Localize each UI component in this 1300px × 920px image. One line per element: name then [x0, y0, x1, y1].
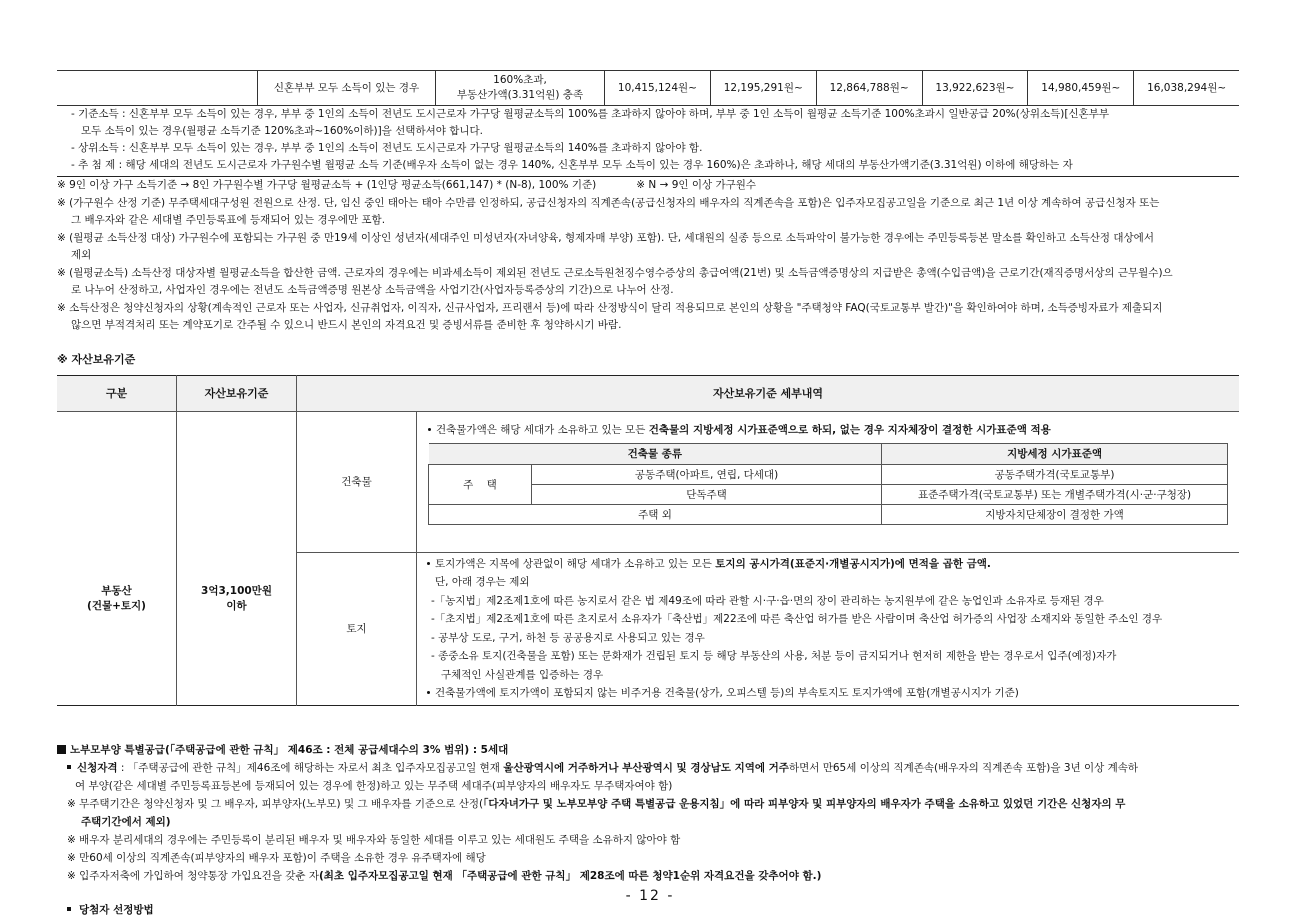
selection-method-heading: 당첨자 선정방법: [57, 901, 1239, 919]
building-detail: 건축물가액은 해당 세대가 소유하고 있는 모든 건축물의 지방세정 시가표준액으로 하되, 없는 경우 지자체장이 결정한 시가표준액 적용 건축물 종류 지방세정 시가표준액 주 택 공동주택(아파트, 연립, 다세대) 공동주택가격(국토교통부) 단독주택 표준주택가격(국토교통부) 또는 개별주택가격(시·군·구청장) 주택 외 지방자치단체장이 결정한 가액: [417, 411, 1240, 552]
bullet-icon: [428, 428, 431, 431]
note-9-person: ※ 9인 이상 가구 소득기준 → 8인 가구원수별 가구당 월평균소득 + (1인당 평균소득(661,147) * (N-8), 100% 기준) ※ N → 9인 이상 가구원수: [57, 179, 757, 191]
qualification: 신청자격 : 「주택공급에 관한 규칙」제46조에 해당하는 자로서 최초 입주자모집공고일 현재 울산광역시에 거주하거나 부산광역시 및 경상남도 지역에 거주하면서 만65세 이상의 직계존속(배우자의 직계존속 포함)을 3년 이상 계속하: [57, 759, 1239, 777]
category-cell: 부동산 (건물+토지): [87, 584, 146, 612]
document-page: [57, 70, 1239, 919]
income-value: 12,195,291원~: [710, 71, 816, 106]
table-row: 단독주택 표준주택가격(국토교통부) 또는 개별주택가격(시·군·구청장): [429, 484, 1228, 504]
asset-table: [57, 375, 1239, 706]
income-value: 12,864,788원~: [816, 71, 922, 106]
note-income-target: ※ (월평균 소득산정 대상) 가구원수에 포함되는 가구원 중 만19세 이상인 성년자(세대주인 미성년자(자녀양육, 형제자매 부양) 포함). 단, 세대원의 실종 등으로 소득파악이 불가능한 경우에는 주민등록등본 말소를 확인하고 소득산정 대상에서 제외: [57, 231, 1154, 261]
income-value: 10,415,124원~: [605, 71, 711, 106]
header-standard: 자산보유기준: [177, 375, 297, 411]
note-spouse-separate: ※ 배우자 분리세대의 경우에는 주민등록이 분리된 배우자 및 배우자와 동일한 세대를 이루고 있는 세대원도 주택을 소유하지 않아야 함: [67, 833, 681, 846]
special-supply-heading: 노부모부양 특별공급(「주택공급에 관한 규칙」 제46조 : 전체 공급세대수의 3% 범위) : 5세대: [57, 741, 1239, 759]
building-label: 건축물: [297, 411, 417, 552]
income-row-criterion: 160%초과, 부동산가액(3.31억원) 충족: [436, 71, 605, 106]
note-homeless-period: ※ 무주택기간은 청약신청자 및 그 배우자, 피부양자(노부모) 및 그 배우자를 기준으로 산정(「다자녀가구 및 노부모부양 주택 특별공급 운용지침」에 따라 피부양자 및 피부양자의 배우자가 주택을 소유하고 있었던 기간은 신청자의 무: [67, 797, 1126, 810]
income-value: 14,980,459원~: [1028, 71, 1134, 106]
special-supply-section: 노부모부양 특별공급(「주택공급에 관한 규칙」 제46조 : 전체 공급세대수의 3% 범위) : 5세대 신청자격 : 「주택공급에 관한 규칙」제46조에 해당하는 자로서 최초 입주자모집공고일 현재 울산광역시에 거주하거나 부산광역시 및 경상남도 지역에 거주하면서 만65세 이상의 직계존속(배우자의 직계존속 포함)을 3년 이상 계속하 여 부양(같은 세대별 주민등록표등본에 등재되어 있는 경우에 한정)하고 있는 무주택 세대주(피부양자의 배우자도 무주택자여야 함) ※ 무주택기간은 청약신청자 및 그 배우자, 피부양자(노부모) 및 그 배우자를 기준으로 산정(「다자녀가구 및 노부모부양 주택 특별공급 운용지침」에 따라 피부양자 및 피부양자의 배우자가 주택을 소유하고 있었던 기간은 신청자의 무 주택기간에서 제외) ※ 배우자 분리세대의 경우에는 주민등록이 분리된 배우자 및 배우자와 동일한 세대를 이루고 있는 세대원도 주택을 소유하지 않아야 함 ※ 만60세 이상의 직계존속(피부양자의 배우자 포함)이 주택을 소유한 경우 유주택자에 해당 ※ 입주자저축에 가입하여 청약통장 가입요건을 갖춘 자(최초 입주자모집공고일 현재 「주택공급에 관한 규칙」 제28조에 따른 청약1순위 자격요건을 갖추어야 함.) 당첨자 선정방법: [57, 741, 1239, 919]
bullet-icon: [427, 691, 430, 694]
income-notes: [57, 106, 1239, 174]
income-table: [57, 70, 1239, 106]
land-label: 토지: [297, 552, 417, 705]
table-row: [57, 71, 1239, 106]
table-header-row: [57, 375, 1239, 411]
income-row-label: 신혼부부 모두 소득이 있는 경우: [258, 71, 436, 106]
note-lottery: - 추 첨 제 : 해당 세대의 전년도 도시근로자 가구원수별 월평균 소득 기준(배우자 소득이 없는 경우 140%, 신혼부부 모두 소득이 있는 경우 160%)은 초과하나, 해당 세대의 부동산가액기준(3.31억원) 이하에 해당하는 자: [71, 159, 1073, 171]
income-value: 16,038,294원~: [1134, 71, 1239, 106]
asset-section-title: ※ 자산보유기준: [57, 352, 136, 366]
note-upper-income: - 상위소득 : 신혼부부 모두 소득이 있는 경우, 부부 중 1인의 소득이 전년도 도시근로자 가구당 월평균소득의 140%를 초과하지 않아야 함.: [71, 142, 703, 154]
table-row: [57, 411, 1239, 552]
standard-cell: 3억3,100만원 이하: [177, 411, 297, 705]
note-savings: ※ 입주자저축에 가입하여 청약통장 가입요건을 갖춘 자(최초 입주자모집공고일 현재 「주택공급에 관한 규칙」 제28조에 따른 청약1순위 자격요건을 갖추어야 함.): [67, 869, 822, 882]
table-header-row: 건축물 종류 지방세정 시가표준액: [429, 443, 1228, 464]
square-bullet-icon: [57, 745, 66, 754]
building-type-table: [428, 443, 1228, 525]
header-category: 구분: [57, 375, 177, 411]
note-base-income: - 기준소득 : 신혼부부 모두 소득이 있는 경우, 부부 중 1인의 소득이 전년도 도시근로자 가구당 월평균소득의 100%를 초과하지 않아야 하며, 부부 중 1인 소득이 월평균 소득기준 100%초과시 일반공급 20%(상위소득)[신혼부부 모두 소득이 있는 경우(월평균 소득기준 120%초과~160%이하)]을 선택하셔야 합니다.: [71, 108, 1110, 137]
income-value: 13,922,623원~: [922, 71, 1028, 106]
reference-notes: [57, 177, 1239, 335]
table-row: 주택 외 지방자치단체장이 결정한 가액: [429, 504, 1228, 524]
note-monthly-income: ※ (월평균소득) 소득산정 대상자별 월평균소득을 합산한 금액. 근로자의 경우에는 비과세소득이 제외된 전년도 근로소득원천징수영수증상의 총급여액(21번) 및 소득금액증명상의 지급받은 총액(수입금액)을 근로기간(재직증명서상의 근무월수)으 로 나누어 산정하고, 사업자인 경우에는 전년도 소득금액증명 원본상 소득금액을 사업기간(사업자등록증상의 기간)으로 나누어 산정.: [57, 266, 1173, 296]
table-row: 주 택 공동주택(아파트, 연립, 다세대) 공동주택가격(국토교통부): [429, 464, 1228, 484]
note-household-count: ※ (가구원수 산정 기준) 무주택세대구성원 전원으로 산정. 단, 임신 중인 태아는 태아 수만큼 인정하되, 공급신청자의 직계존속(공급신청자의 배우자의 직계존속을 포함)은 입주자모집공고일을 기준으로 최근 1년 이상 계속하여 공급신청자 또는 그 배우자와 같은 세대별 주민등록표에 등재되어 있는 경우에만 포함.: [57, 196, 1160, 226]
bullet-icon: [427, 562, 430, 565]
note-income-calc: ※ 소득산정은 청약신청자의 상황(계속적인 근로자 또는 사업자, 신규취업자, 이직자, 신규사업자, 프리랜서 등)에 따라 산정방식이 달리 적용되므로 본인의 상황을 "주택청약 FAQ(국토교통부 발간)"을 확인하여야 하며, 소득증빙자료가 제출되지 않으면 부적격처리 또는 계약포기로 간주될 수 있으니 반드시 본인의 자격요건 및 증빙서류를 준비한 후 청약하시기 바람.: [57, 301, 1163, 331]
land-detail: 토지가액은 지목에 상관없이 해당 세대가 소유하고 있는 모든 토지의 공시가격(표준지·개별공시지가)에 면적을 곱한 금액. 단, 아래 경우는 제외 -「농지법」제2조제1호에 따른 농지로서 같은 법 제49조에 따라 관할 시·구·읍·면의 장이 관리하는 농지원부에 같은 농업인과 소유자로 등재된 경우 -「초지법」제2조제1호에 따른 초지로서 소유자가「축산법」제22조에 따른 축산업 허가를 받은 사람이며 축산업 허가증의 사업장 소재지와 동일한 주소인 경우 - 공부상 도로, 구거, 하천 등 공공용지로 사용되고 있는 경우 - 종중소유 토지(건축물을 포함) 또는 문화재가 건립된 토지 등 해당 부동산의 사용, 처분 등이 금지되거나 현저히 제한을 받는 경우로서 입주(예정)자가 구체적인 사실관계를 입증하는 경우 건축물가액에 토지가액이 포함되지 않는 비주거용 건축물(상가, 오피스텔 등)의 부속토지도 토지가액에 포함(개별공시지가 기준): [417, 552, 1240, 705]
bullet-icon: [67, 907, 71, 911]
bullet-icon: [67, 765, 71, 769]
page-number: - 12 -: [625, 888, 675, 904]
note-age-60: ※ 만60세 이상의 직계존속(피부양자의 배우자 포함)이 주택을 소유한 경우 유주택자에 해당: [67, 851, 486, 864]
header-detail: 자산보유기준 세부내역: [297, 375, 1240, 411]
